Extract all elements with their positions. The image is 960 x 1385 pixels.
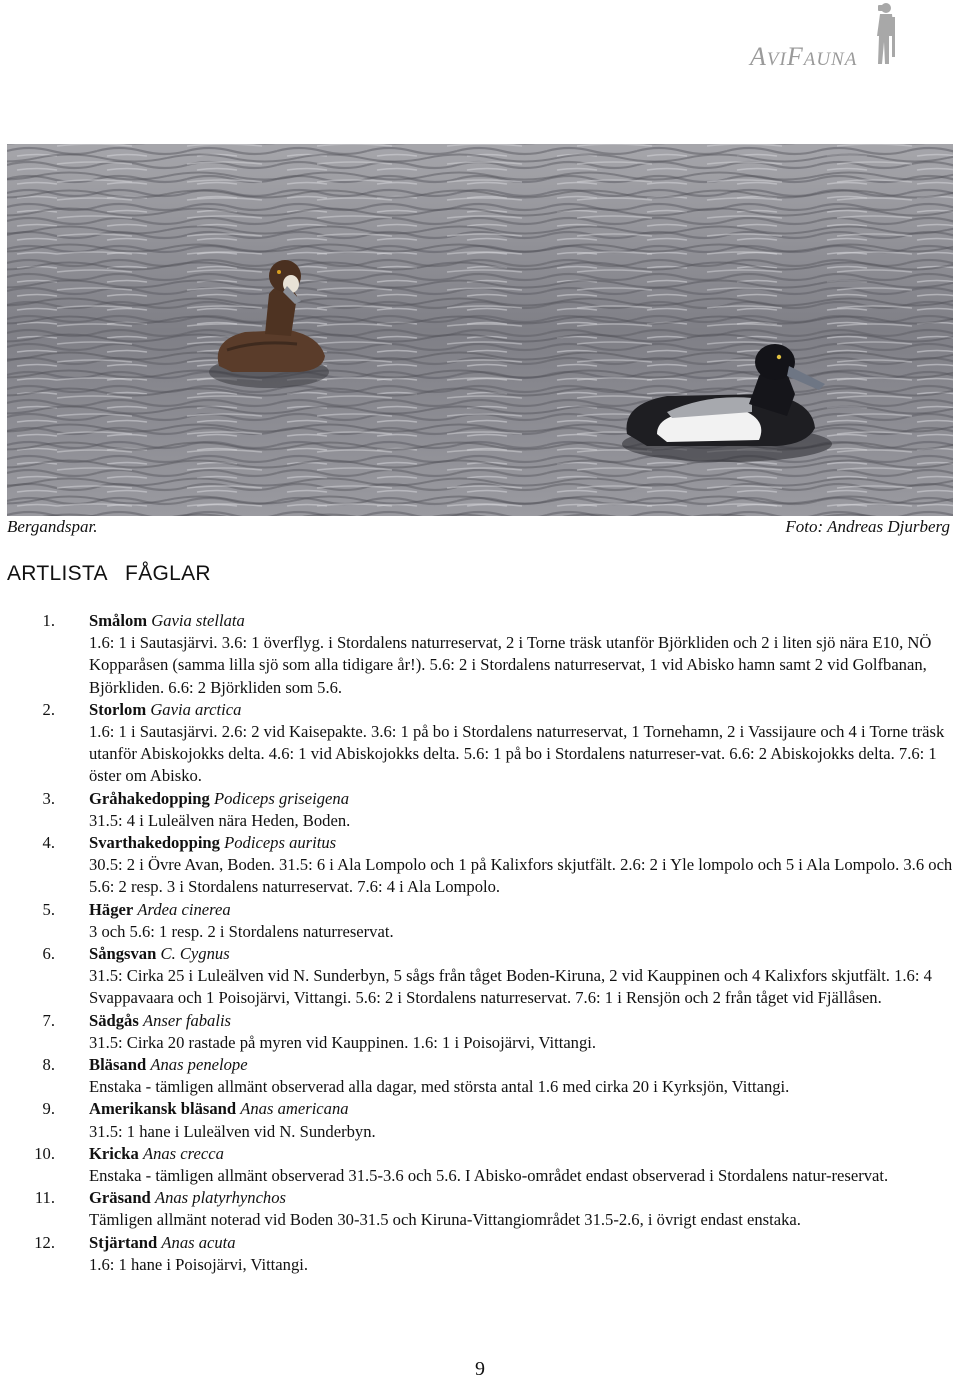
species-name: Kricka	[89, 1143, 139, 1163]
species-latin-name: Anas platyrhynchos	[154, 1188, 286, 1208]
species-latin-name: C. Cygnus	[160, 944, 230, 964]
species-name: Gråhakedopping	[89, 788, 210, 808]
species-name: Stjärtand	[89, 1232, 158, 1252]
species-number: 3.	[42, 788, 55, 808]
species-latin-name: Anas crecca	[142, 1143, 224, 1163]
species-name: Storlom	[89, 699, 147, 719]
species-observations: 31.5: 4 i Luleälven nära Heden, Boden.	[89, 810, 351, 830]
species-name: Sångsvan	[89, 944, 157, 964]
species-latin-name: Anas americana	[240, 1099, 349, 1119]
species-item	[0, 1054, 960, 1098]
species-item	[0, 1187, 960, 1231]
species-observations: 1.6: 1 i Sautasjärvi. 3.6: 1 överflyg. i Stordalens naturreservat, 2 i Torne träsk utanför Björkliden och 2 i liten sjö nära E10, NÖ Kopparåsen (samma lilla sjö som alla tidigare år!). 5.6: 2 i Stordalens naturreservat, 1 vid Abisko hamn samt 2 vid Golfbanan, Björkliden. 6.6: 2 Björkliden som 5.6.	[89, 633, 932, 697]
species-latin-name: Gavia arctica	[150, 699, 242, 719]
species-number: 9.	[42, 1099, 55, 1119]
species-observations: 1.6: 1 i Sautasjärvi. 2.6: 2 vid Kaisepakte. 3.6: 1 på bo i Stordalens naturreservat, 1 Tornehamn, 2 i Vassijaure och 4 i Torne träsk utanför Abiskojokks delta. 4.6: 1 vid Abiskojokks delta. 5.6: 1 på bo i Stordalens naturreser-vat. 6.6: 2 Abiskojokks delta. 7.6: 1 öster om Abisko.	[89, 722, 945, 786]
species-item	[0, 788, 960, 832]
species-observations: 31.5: Cirka 25 i Luleälven vid N. Sunderbyn, 5 sågs från tåget Boden-Kiruna, 2 vid Kauppinen och 4 Kalixfors skjutfält. 1.6: 4 Svappavaara och 1 Poisojärvi, Vittangi. 5.6: 2 i Stordalens naturreservat. 7.6: 1 i Rensjön och 2 från tåget vid Fjällåsen.	[89, 966, 932, 1008]
birdwatcher-icon	[872, 2, 898, 68]
species-item	[0, 610, 960, 699]
species-number: 4.	[42, 833, 55, 853]
species-latin-name: Anser fabalis	[142, 1010, 232, 1030]
species-observations: 31.5: 1 hane i Luleälven vid N. Sunderbyn.	[89, 1121, 376, 1141]
species-observations: 1.6: 1 hane i Poisojärvi, Vittangi.	[89, 1254, 309, 1274]
page-number: 9	[475, 1358, 485, 1380]
logo-wordmark: AVIFAUNA	[750, 42, 858, 71]
species-number: 5.	[42, 899, 55, 919]
species-name: Bläsand	[89, 1055, 147, 1075]
bergandspar-photo	[7, 144, 953, 516]
species-number: 7.	[42, 1010, 55, 1030]
species-item	[0, 832, 960, 899]
species-observations: 30.5: 2 i Övre Avan, Boden. 31.5: 6 i Ala Lompolo och 1 på Kalixfors skjutfält. 2.6: 2 i Yle lompolo och 5 i Ala Lompolo. 3.6 och 5.6: 2 resp. 3 i Stordalens naturreservat. 7.6: 4 i Ala Lompolo.	[89, 855, 953, 897]
species-observations: 3 och 5.6: 1 resp. 2 i Stordalens naturreservat.	[89, 921, 394, 941]
species-item	[0, 943, 960, 1010]
species-name: Gräsand	[89, 1188, 151, 1208]
species-item	[0, 699, 960, 788]
species-item	[0, 899, 960, 943]
species-number: 10.	[34, 1143, 55, 1163]
species-item	[0, 1232, 960, 1276]
species-name: Svarthakedopping	[89, 833, 220, 853]
species-list	[0, 610, 960, 1276]
photo-credit: Foto: Andreas Djurberg	[785, 517, 950, 536]
species-latin-name: Podiceps griseigena	[213, 788, 349, 808]
species-name: Häger	[89, 899, 134, 919]
species-number: 2.	[42, 699, 55, 719]
species-item	[0, 1098, 960, 1142]
page-title: ARTLISTA FÅGLAR	[7, 562, 211, 585]
species-observations: Tämligen allmänt noterad vid Boden 30-31.5 och Kiruna-Vittangiområdet 31.5-2.6, i övrigt endast enstaka.	[89, 1210, 801, 1230]
species-item	[0, 1010, 960, 1054]
species-observations: Enstaka - tämligen allmänt observerad 31.5-3.6 och 5.6. I Abisko-området endast observerad i Stordalens natur-reservat.	[89, 1166, 889, 1186]
species-observations: 31.5: Cirka 20 rastade på myren vid Kauppinen. 1.6: 1 i Poisojärvi, Vittangi.	[89, 1032, 597, 1052]
species-latin-name: Podiceps auritus	[224, 833, 337, 853]
species-number: 6.	[42, 944, 55, 964]
species-name: Sädgås	[89, 1010, 139, 1030]
species-latin-name: Anas penelope	[150, 1055, 248, 1075]
species-number: 12.	[34, 1232, 55, 1252]
species-latin-name: Ardea cinerea	[137, 899, 231, 919]
species-observations: Enstaka - tämligen allmänt observerad alla dagar, med största antal 1.6 med cirka 20 i Kyrksjön, Vittangi.	[89, 1077, 790, 1097]
species-number: 11.	[34, 1188, 55, 1208]
species-name: Smålom	[89, 611, 148, 630]
avifauna-logo	[740, 0, 960, 100]
species-name: Amerikansk bläsand	[89, 1099, 237, 1119]
species-latin-name: Anas acuta	[161, 1232, 236, 1252]
species-number: 8.	[42, 1055, 55, 1075]
species-number: 1.	[42, 611, 55, 630]
photo-caption: Bergandspar.	[7, 517, 98, 536]
species-item	[0, 1143, 960, 1187]
species-latin-name: Gavia stellata	[151, 611, 245, 630]
